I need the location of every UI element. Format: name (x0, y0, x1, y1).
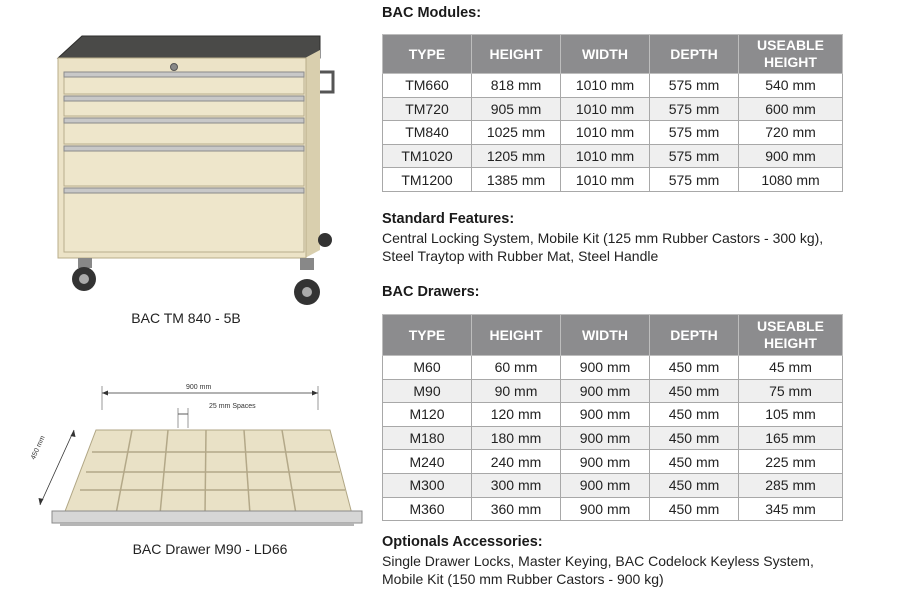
cabinet-image (0, 0, 372, 310)
table-cell: M90 (383, 379, 472, 403)
table-row (383, 168, 843, 192)
table-cell: 1205 mm (472, 144, 561, 168)
table-row (383, 426, 843, 450)
table-cell: TM1200 (383, 168, 472, 192)
table-row (383, 121, 843, 145)
column-header: HEIGHT (472, 35, 561, 74)
table-cell: 1010 mm (561, 74, 650, 98)
column-header: USEABLE HEIGHT (739, 35, 843, 74)
accessories-text: Single Drawer Locks, Master Keying, BAC Codelock Keyless System, Mobile Kit (150 mm Rubber Castors - 900 kg) (382, 553, 814, 587)
table-row (383, 379, 843, 403)
table-cell: 90 mm (472, 379, 561, 403)
table-cell: 900 mm (561, 450, 650, 474)
table-cell: 540 mm (739, 74, 843, 98)
table-cell: M60 (383, 356, 472, 380)
table-cell: M360 (383, 497, 472, 521)
cabinet-caption: BAC TM 840 - 5B (131, 310, 241, 326)
modules-heading: BAC Modules: (382, 5, 482, 21)
table-cell: 905 mm (472, 97, 561, 121)
table-row (383, 356, 843, 380)
features-heading: Standard Features: (382, 211, 515, 227)
table-cell: 900 mm (561, 356, 650, 380)
table-cell: 900 mm (561, 379, 650, 403)
modules-table (382, 34, 843, 192)
table-cell: 720 mm (739, 121, 843, 145)
table-cell: 45 mm (739, 356, 843, 380)
table-cell: 450 mm (650, 379, 739, 403)
table-cell: 345 mm (739, 497, 843, 521)
drawers-heading: BAC Drawers: (382, 284, 480, 300)
column-header: DEPTH (650, 35, 739, 74)
table-cell: TM840 (383, 121, 472, 145)
drawer-dim-width: 900 mm (186, 384, 212, 391)
table-cell: 1010 mm (561, 168, 650, 192)
accessories-heading: Optionals Accessories: (382, 534, 543, 550)
table-cell: 60 mm (472, 356, 561, 380)
table-cell: 225 mm (739, 450, 843, 474)
table-cell: 1010 mm (561, 97, 650, 121)
column-header: HEIGHT (472, 315, 561, 356)
drawer-dim-spaces: 25 mm Spaces (209, 403, 256, 410)
table-row (383, 450, 843, 474)
table-cell: 1385 mm (472, 168, 561, 192)
drawer-dim-depth: 450 mm (30, 434, 47, 461)
table-cell: 120 mm (472, 403, 561, 427)
column-header: WIDTH (561, 35, 650, 74)
table-cell: 575 mm (650, 144, 739, 168)
table-row (383, 144, 843, 168)
drawer-caption: BAC Drawer M90 - LD66 (132, 541, 288, 557)
table-cell: 1010 mm (561, 144, 650, 168)
table-cell: 450 mm (650, 403, 739, 427)
table-cell: M300 (383, 473, 472, 497)
table-cell: 1010 mm (561, 121, 650, 145)
table-cell: 450 mm (650, 497, 739, 521)
table-cell: 450 mm (650, 450, 739, 474)
table-cell: 105 mm (739, 403, 843, 427)
table-cell: 300 mm (472, 473, 561, 497)
features-text: Central Locking System, Mobile Kit (125 mm Rubber Castors - 300 kg), Steel Traytop with Rubber Mat, Steel Handle (382, 230, 824, 264)
table-row (383, 473, 843, 497)
table-row (383, 497, 843, 521)
table-cell: 360 mm (472, 497, 561, 521)
table-cell: 900 mm (561, 473, 650, 497)
product-images (0, 0, 372, 590)
table-cell: 900 mm (561, 426, 650, 450)
table-header-row (383, 35, 843, 74)
column-header: TYPE (383, 315, 472, 356)
table-cell: TM1020 (383, 144, 472, 168)
column-header: DEPTH (650, 315, 739, 356)
table-cell: M180 (383, 426, 472, 450)
table-cell: 575 mm (650, 97, 739, 121)
table-cell: 1080 mm (739, 168, 843, 192)
drawers-table (382, 314, 843, 521)
table-header-row (383, 315, 843, 356)
table-cell: 450 mm (650, 426, 739, 450)
table-cell: 575 mm (650, 168, 739, 192)
table-cell: M240 (383, 450, 472, 474)
drawer-image (0, 380, 372, 540)
table-cell: 575 mm (650, 121, 739, 145)
table-cell: 575 mm (650, 74, 739, 98)
table-row (383, 74, 843, 98)
table-row (383, 97, 843, 121)
table-cell: TM660 (383, 74, 472, 98)
table-cell: 450 mm (650, 473, 739, 497)
table-cell: 1025 mm (472, 121, 561, 145)
table-cell: 450 mm (650, 356, 739, 380)
table-cell: 900 mm (561, 497, 650, 521)
table-cell: 818 mm (472, 74, 561, 98)
column-header: WIDTH (561, 315, 650, 356)
table-cell: 240 mm (472, 450, 561, 474)
table-cell: M120 (383, 403, 472, 427)
table-cell: 600 mm (739, 97, 843, 121)
table-cell: 165 mm (739, 426, 843, 450)
table-cell: 900 mm (561, 403, 650, 427)
table-row (383, 403, 843, 427)
column-header: TYPE (383, 35, 472, 74)
table-cell: 180 mm (472, 426, 561, 450)
table-cell: 900 mm (739, 144, 843, 168)
column-header: USEABLE HEIGHT (739, 315, 843, 356)
table-cell: 75 mm (739, 379, 843, 403)
table-cell: TM720 (383, 97, 472, 121)
table-cell: 285 mm (739, 473, 843, 497)
